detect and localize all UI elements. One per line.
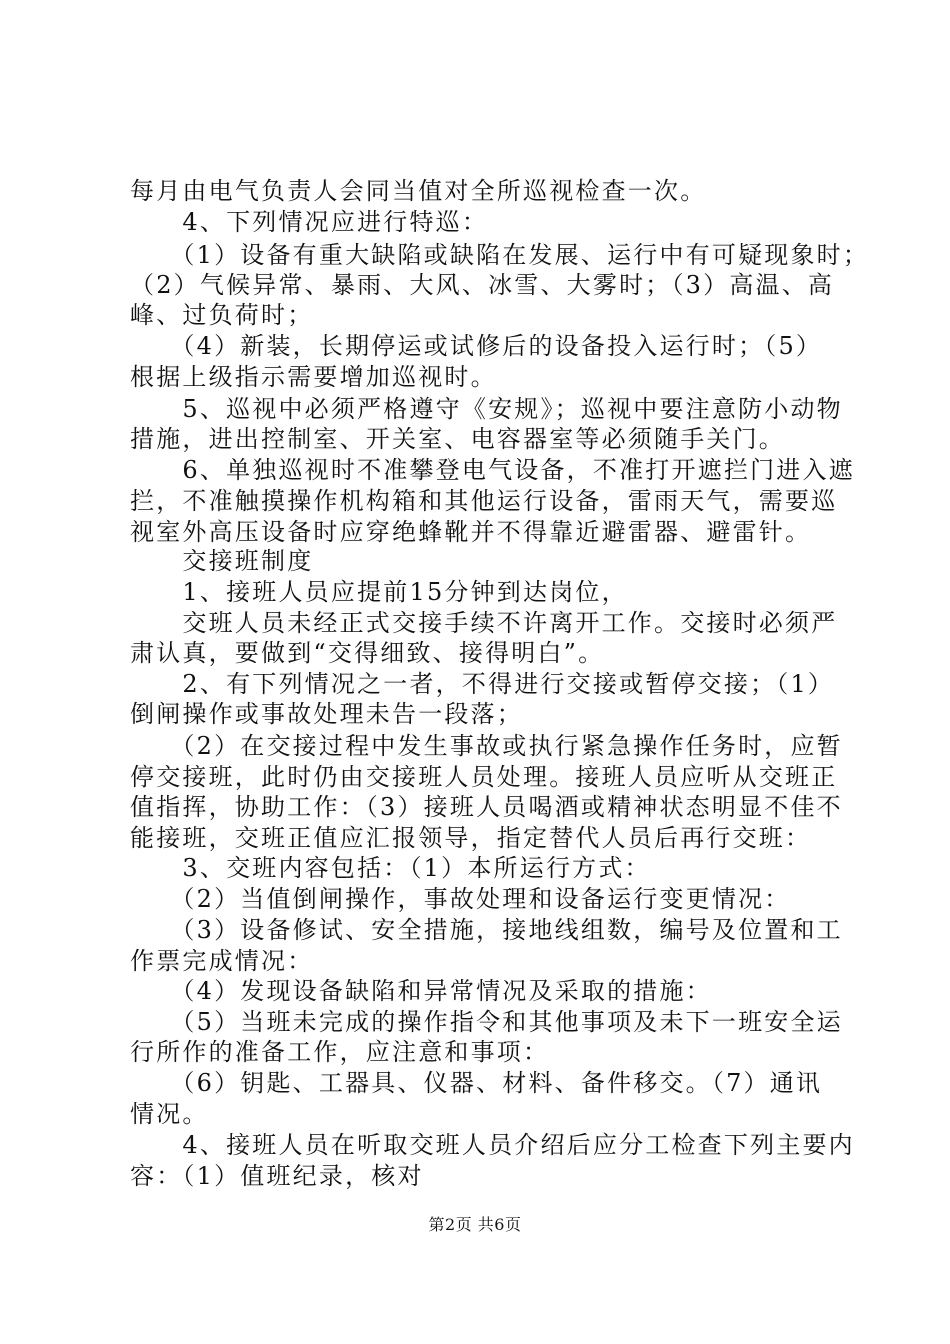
text-line: 行所作的准备工作，应注意和事项： <box>130 1038 550 1066</box>
text-line: 2、有下列情况之一者，不得进行交接或暂停交接；（1） <box>130 670 835 698</box>
text-line: 4、下列情况应进行特巡： <box>130 208 489 236</box>
text-line: 倒闸操作或事故处理未告一段落； <box>130 700 523 728</box>
text-line: 3、交班内容包括：（1）本所运行方式： <box>130 854 651 882</box>
text-line: （1）设备有重大缺陷或缺陷在发展、运行中有可疑现象时； <box>130 241 870 269</box>
text-line: 拦，不准触摸操作机构箱和其他运行设备，雷雨天气，需要巡 <box>130 487 838 515</box>
page-number-footer: 第2页 共6页 <box>428 1215 522 1234</box>
text-line: 容：（1）值班纪录，核对 <box>130 1162 424 1190</box>
text-line: 停交接班，此时仍由交接班人员处理。接班人员应听从交班正 <box>130 763 838 791</box>
text-line: （6）钥匙、工器具、仪器、材料、备件移交。（7）通讯 <box>130 1069 823 1097</box>
text-line: 能接班，交班正值应汇报领导，指定替代人员后再行交班： <box>130 824 812 852</box>
text-line: （2）当值倒闸操作，事故处理和设备运行变更情况： <box>130 885 791 913</box>
text-line: 值指挥，协助工作：（3）接班人员喝酒或精神状态明显不佳不 <box>130 793 843 821</box>
text-line: （4）新装，长期停运或试修后的设备投入运行时；（5） <box>130 332 823 360</box>
text-line: （4）发现设备缺陷和异常情况及采取的措施： <box>130 977 712 1005</box>
text-line: 情况。 <box>130 1100 209 1128</box>
text-line: 交班人员未经正式交接手续不许离开工作。交接时必须严 <box>130 609 838 637</box>
text-line: 每月由电气负责人会同当值对全所巡视检查一次。 <box>130 177 707 205</box>
text-line: 作票完成情况： <box>130 947 314 975</box>
text-line: （2）气候异常、暴雨、大风、冰雪、大雾时；（3）高温、高 <box>130 271 835 299</box>
text-line: （3）设备修试、安全措施，接地线组数，编号及位置和工 <box>130 916 843 944</box>
text-line: 措施，进出控制室、开关室、电容器室等必须随手关门。 <box>130 425 785 453</box>
text-line: 峰、过负荷时； <box>130 301 314 329</box>
text-line: 视室外高压设备时应穿绝蜂靴并不得靠近避雷器、避雷针。 <box>130 518 812 546</box>
section-heading: 交接班制度 <box>130 547 314 575</box>
text-line: 5、巡视中必须严格遵守《安规》；巡视中要注意防小动物 <box>130 395 843 423</box>
text-line: 6、单独巡视时不准攀登电气设备，不准打开遮拦门进入遮 <box>130 456 855 484</box>
text-line: 4、接班人员在听取交班人员介绍后应分工检查下列主要内 <box>130 1131 855 1159</box>
text-line: 1、接班人员应提前15分钟到达岗位， <box>130 578 628 606</box>
text-line: 根据上级指示需要增加巡视时。 <box>130 363 497 391</box>
text-line: （2）在交接过程中发生事故或执行紧急操作任务时，应暂 <box>130 732 843 760</box>
text-line: （5）当班未完成的操作指令和其他事项及未下一班安全运 <box>130 1008 843 1036</box>
text-line: 肃认真，要做到“交得细致、接得明白”。 <box>130 639 605 667</box>
